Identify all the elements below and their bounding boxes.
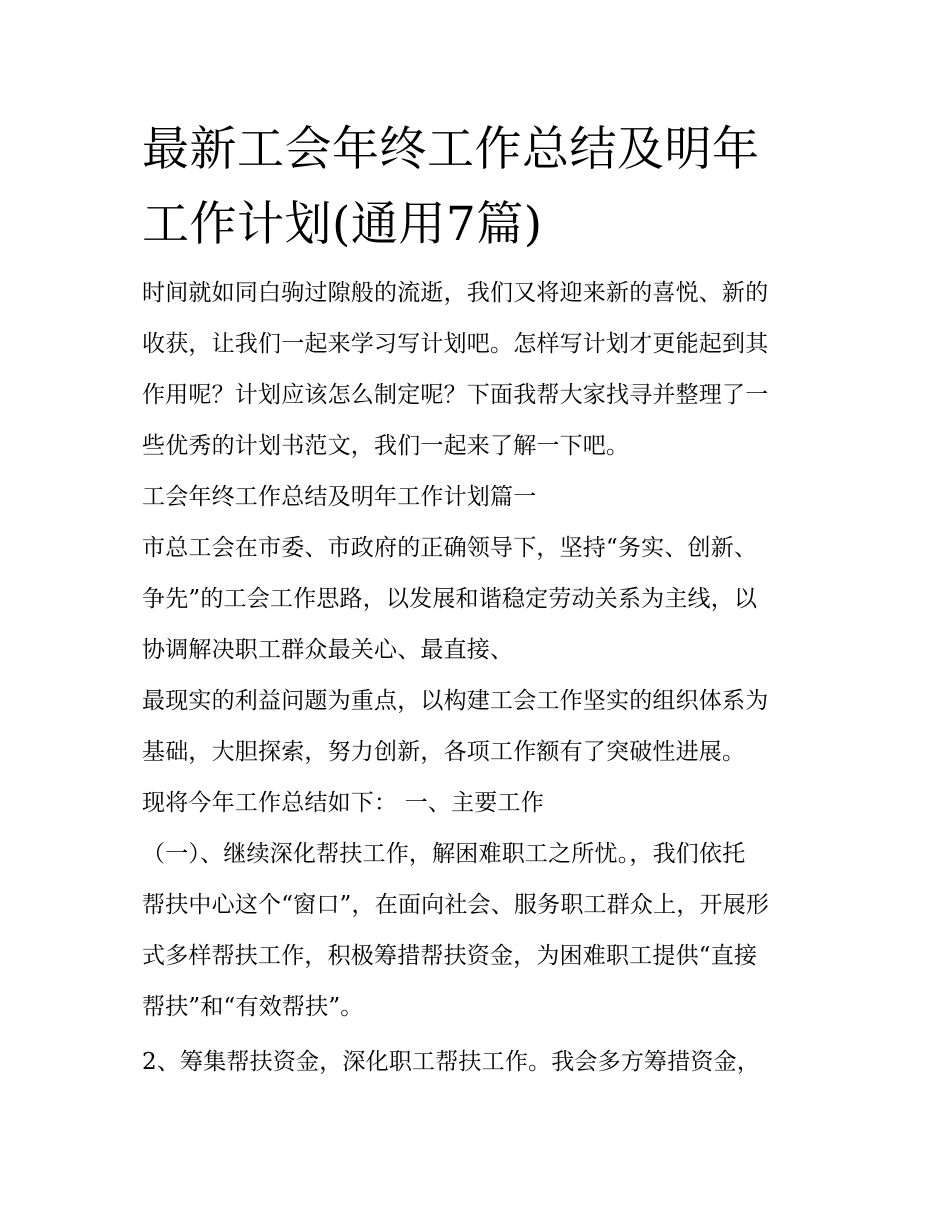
body-line-13: 帮扶中心这个“窗口”，在面向社会、服务职工群众上，开展形 — [142, 892, 770, 918]
body-line-3: 作用呢？计划应该怎么制定呢？下面我帮大家找寻并整理了一 — [142, 382, 769, 408]
body-line-4: 些优秀的计划书范文，我们一起来了解一下吧。 — [142, 433, 630, 459]
document-title — [142, 112, 814, 262]
document-content — [142, 112, 814, 1088]
document-body — [142, 268, 814, 1088]
section-heading-1: 工会年终工作总结及明年工作计划篇一 — [142, 484, 537, 510]
body-line-16: 2、筹集帮扶资金，深化职工帮扶工作。我会多方筹措资金， — [142, 1049, 761, 1075]
title-line-1: 最新工会年终工作总结及明年 — [142, 122, 760, 177]
body-line-12: （一）、继续深化帮扶工作，解困难职工之所忧。，我们依托 — [142, 841, 746, 867]
body-line-10: 基础，大胆探索，努力创新，各项工作额有了突破性进展。 — [142, 739, 746, 765]
body-line-15: 帮扶”和“有效帮扶”。 — [142, 994, 364, 1020]
body-line-11: 现将今年工作总结如下： 一、主要工作 — [142, 790, 544, 816]
body-line-1: 时间就如同白驹过隙般的流逝，我们又将迎来新的喜悦、新的 — [142, 280, 769, 306]
body-line-2: 收获，让我们一起来学习写计划吧。怎样写计划才更能起到其 — [142, 331, 769, 357]
title-line-2: 工作计划(通用7篇) — [142, 197, 543, 252]
body-line-7: 争先”的工会工作思路，以发展和谐稳定劳动关系为主线，以 — [142, 586, 758, 612]
body-line-9: 最现实的利益问题为重点，以构建工会工作坚实的组织体系为 — [142, 688, 769, 714]
body-line-8: 协调解决职工群众最关心、最直接、 — [142, 637, 514, 663]
body-line-14: 式多样帮扶工作，积极筹措帮扶资金，为困难职工提供“直接 — [142, 943, 758, 969]
body-line-6: 市总工会在市委、市政府的正确领导下，坚持“务实、创新、 — [142, 535, 758, 561]
